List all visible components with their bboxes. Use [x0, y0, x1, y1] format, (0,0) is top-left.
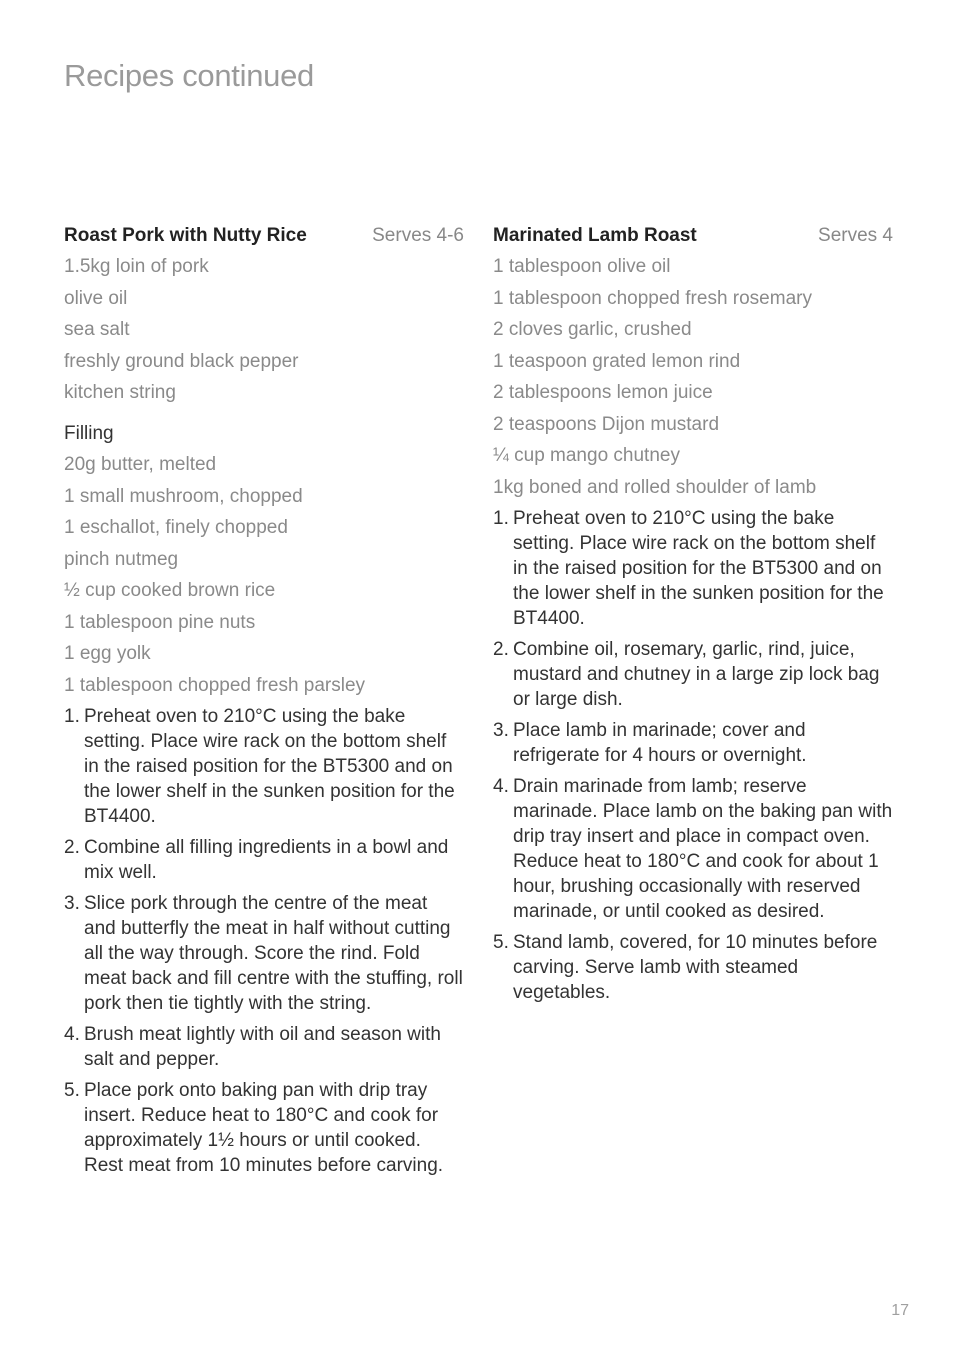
- step-text: Combine all filling ingredients in a bowl and mix well.: [84, 837, 449, 883]
- ingredient-item: 1 tablespoon pine nuts: [64, 611, 256, 633]
- method-steps: [64, 704, 464, 1178]
- recipe-header: [64, 220, 464, 251]
- ingredient-item: 1 eschallot, finely chopped: [64, 517, 288, 538]
- ingredient-item: ¼ cup mango chutney: [493, 445, 680, 466]
- ingredient-item: 2 tablespoons lemon juice: [493, 382, 713, 403]
- method-step: [493, 774, 893, 924]
- step-text: Preheat oven to 210°C using the bake setting. Place wire rack on the bottom shelf in the raised position for the BT5300 and on the lower shelf in the sunken position for the BT4400.: [84, 706, 455, 827]
- serves-label: Serves 4-6: [372, 225, 464, 246]
- method-steps: [493, 506, 893, 1005]
- ingredient-item: 2 teaspoons Dijon mustard: [493, 413, 720, 435]
- ingredient-list: [64, 251, 464, 409]
- step-number: 3.: [493, 720, 509, 741]
- step-text: Drain marinade from lamb; reserve marinade. Place lamb on the baking pan with drip tray insert and place in compact oven. Reduce heat to 180°C and cook for about 1 hour, brushing occasionally with reserved marinade, or until cooked as desired.: [513, 776, 893, 922]
- recipe-header: [493, 220, 893, 251]
- step-number: 3.: [64, 893, 80, 914]
- recipe-roast-pork: [64, 220, 464, 1178]
- step-text: Place lamb in marinade; cover and refrigerate for 4 hours or overnight.: [513, 720, 807, 766]
- ingredient-item: ½ cup cooked brown rice: [64, 580, 276, 601]
- step-text: Brush meat lightly with oil and season with salt and pepper.: [84, 1024, 441, 1070]
- method-step: [493, 506, 893, 631]
- recipe-title: Marinated Lamb Roast: [493, 225, 697, 246]
- step-number: 1.: [64, 706, 80, 727]
- recipe-marinated-lamb: [493, 220, 893, 1005]
- method-step: [64, 704, 464, 829]
- step-number: 5.: [493, 932, 509, 953]
- ingredient-item: 1 tablespoon olive oil: [493, 256, 671, 277]
- ingredient-item: 1 egg yolk: [64, 643, 151, 664]
- method-step: [64, 1022, 464, 1072]
- step-number: 1.: [493, 508, 509, 529]
- ingredient-item: kitchen string: [64, 382, 176, 403]
- step-text: Place pork onto baking pan with drip tray insert. Reduce heat to 180°C and cook for approximately 1½ hours or until cooked. Rest meat from 10 minutes before carving.: [84, 1080, 444, 1176]
- step-number: 5.: [64, 1080, 80, 1101]
- ingredient-item: sea salt: [64, 319, 130, 340]
- step-number: 2.: [64, 837, 80, 858]
- recipe-title: Roast Pork with Nutty Rice: [64, 225, 307, 246]
- ingredient-item: 1 tablespoon chopped fresh rosemary: [493, 287, 812, 309]
- method-step: [64, 835, 464, 885]
- step-text: Stand lamb, covered, for 10 minutes before carving. Serve lamb with steamed vegetables.: [513, 932, 878, 1003]
- step-text: Preheat oven to 210°C using the bake setting. Place wire rack on the bottom shelf in the raised position for the BT5300 and on the lower shelf in the sunken position for the BT4400.: [513, 508, 884, 629]
- page-title: Recipes continued: [64, 58, 314, 93]
- ingredient-item: 1 teaspoon grated lemon rind: [493, 350, 741, 372]
- step-number: 2.: [493, 639, 509, 660]
- method-step: [493, 718, 893, 768]
- serves-label: Serves 4: [818, 225, 893, 246]
- ingredient-item: 20g butter, melted: [64, 454, 217, 475]
- step-number: 4.: [64, 1024, 80, 1045]
- ingredient-item: 1 tablespoon chopped fresh parsley: [64, 674, 366, 696]
- method-step: [493, 930, 893, 1005]
- method-step: [493, 637, 893, 712]
- ingredient-item: 1 small mushroom, chopped: [64, 485, 303, 507]
- method-step: [64, 891, 464, 1016]
- page-number: 17: [891, 1302, 909, 1319]
- filling-heading: Filling: [64, 422, 114, 444]
- step-text: Slice pork through the centre of the meat and butterfly the meat in half without cutting all the way through. Score the rind. Fold meat back and fill centre with the stuffing, roll pork then tie tightly with the string.: [84, 893, 463, 1014]
- ingredient-item: 1kg boned and rolled shoulder of lamb: [493, 476, 817, 498]
- ingredient-item: freshly ground black pepper: [64, 350, 299, 372]
- method-step: [64, 1078, 464, 1178]
- filling-ingredient-list: [64, 449, 464, 701]
- ingredient-item: 1.5kg loin of pork: [64, 256, 209, 277]
- ingredient-list: [493, 251, 893, 503]
- step-text: Combine oil, rosemary, garlic, rind, juice, mustard and chutney in a large zip lock bag or large dish.: [513, 639, 880, 710]
- ingredient-item: 2 cloves garlic, crushed: [493, 319, 692, 340]
- step-number: 4.: [493, 776, 509, 797]
- ingredient-item: olive oil: [64, 287, 128, 309]
- ingredient-item: pinch nutmeg: [64, 548, 179, 570]
